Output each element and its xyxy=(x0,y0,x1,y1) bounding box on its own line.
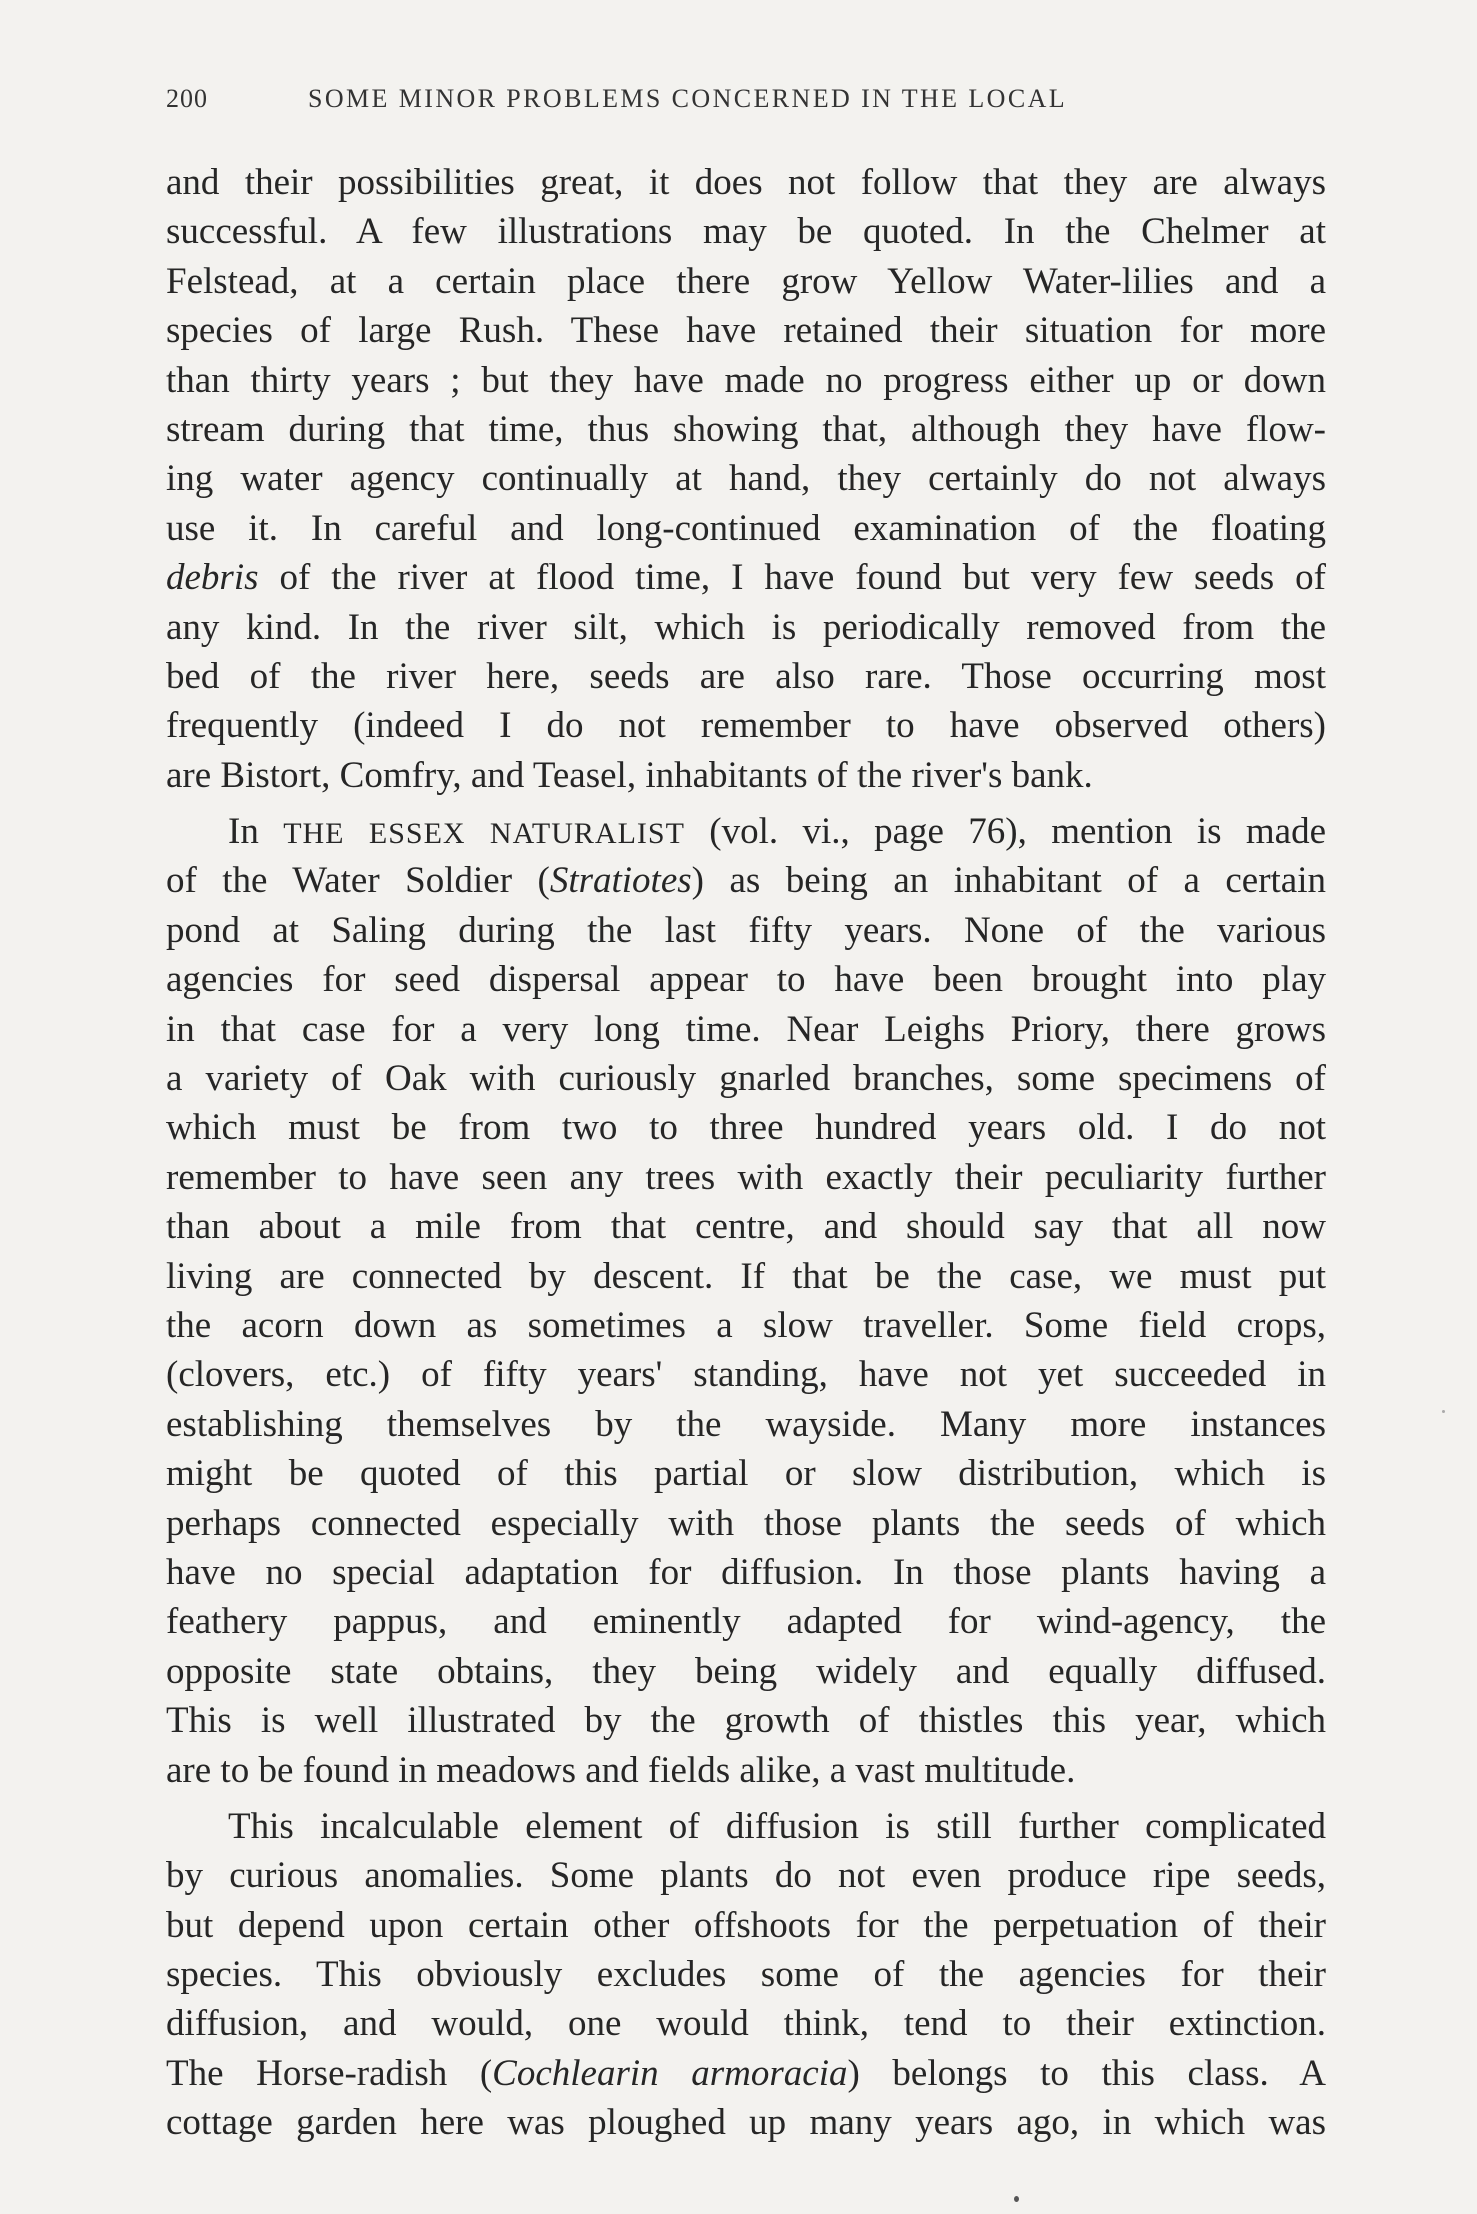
text-line: are to be found in meadows and fields alike, a vast multitude. xyxy=(166,1749,1076,1791)
page-number: 200 xyxy=(166,84,208,113)
text-line: the acorn down as sometimes a slow traveller. Some field crops, xyxy=(166,1304,1326,1346)
text-line: feathery pappus, and eminently adapted for wind-agency, the xyxy=(166,1601,1326,1643)
text-line: cottage garden here was ploughed up many years ago, in which was xyxy=(166,2102,1326,2144)
text-line-with-small-caps xyxy=(166,807,1326,856)
line-text: of the river at flood time, I have found but very few seeds of xyxy=(258,557,1326,599)
text-line-with-italic xyxy=(166,2049,1326,2098)
text-line: Felstead, at a certain place there grow Yellow Water-lilies and a xyxy=(166,260,1326,302)
text-line: perhaps connected especially with those plants the seeds of which xyxy=(166,1502,1326,1544)
small-caps-word: NATURALIST xyxy=(489,817,685,851)
text-line: than thirty years ; but they have made no progress either up or down xyxy=(166,359,1326,401)
paragraph-gap xyxy=(166,1795,1326,1802)
text-line: agencies for seed dispersal appear to have been brought into play xyxy=(166,959,1326,1001)
small-caps-word: ESSEX xyxy=(368,817,466,851)
line-text: ) as being an inhabitant of a certain xyxy=(691,860,1326,902)
running-title: SOME MINOR PROBLEMS CONCERNED IN THE LOCAL xyxy=(308,84,1068,113)
italic-term: Stratiotes xyxy=(549,860,692,902)
text-line: ing water agency continually at hand, they certainly do not always xyxy=(166,458,1326,500)
text-line: stream during that time, thus showing that, although they have flow- xyxy=(166,408,1326,450)
text-line: are Bistort, Comfry, and Teasel, inhabitants of the river's bank. xyxy=(166,754,1093,796)
text-line-with-italic xyxy=(166,553,1326,602)
text-line: diffusion, and would, one would think, tend to their extinction. xyxy=(166,2003,1326,2045)
text-line: by curious anomalies. Some plants do not even produce ripe seeds, xyxy=(166,1855,1326,1897)
text-line: which must be from two to three hundred years old. I do not xyxy=(166,1107,1326,1149)
paragraph-gap xyxy=(166,800,1326,807)
text-line: than about a mile from that centre, and should say that all now xyxy=(166,1206,1326,1248)
text-line: a variety of Oak with curiously gnarled branches, some specimens of xyxy=(166,1058,1326,1100)
text-line: species of large Rush. These have retained their situation for more xyxy=(166,310,1326,352)
text-line: any kind. In the river silt, which is periodically removed from the xyxy=(166,606,1326,648)
text-line: remember to have seen any trees with exactly their peculiarity further xyxy=(166,1156,1326,1198)
running-head xyxy=(166,84,1326,124)
ink-speck xyxy=(1014,2196,1019,2202)
line-text: ) belongs to this class. A xyxy=(847,2052,1326,2094)
text-line: opposite state obtains, they being widely and equally diffused. xyxy=(166,1650,1326,1692)
text-line: frequently (indeed I do not remember to have observed others) xyxy=(166,705,1326,747)
text-line: species. This obviously excludes some of the agencies for their xyxy=(166,1954,1326,1996)
paragraph-2 xyxy=(166,807,1326,1795)
text-line: in that case for a very long time. Near Leighs Priory, there grows xyxy=(166,1008,1326,1050)
line-text: (vol. vi., page 76), mention is made xyxy=(684,811,1326,853)
body-text xyxy=(166,158,1326,2148)
paragraph-3 xyxy=(166,1802,1326,2148)
text-line: but depend upon certain other offshoots for the perpetuation of their xyxy=(166,1904,1326,1946)
text-line: (clovers, etc.) of fifty years' standing, have not yet succeeded in xyxy=(166,1354,1326,1396)
small-caps-word: THE xyxy=(283,817,345,851)
text-line: This is well illustrated by the growth of thistles this year, which xyxy=(166,1700,1326,1742)
text-line: successful. A few illustrations may be quoted. In the Chelmer at xyxy=(166,211,1326,253)
text-line: use it. In careful and long-continued examination of the floating xyxy=(166,507,1326,549)
text-line: might be quoted of this partial or slow distribution, which is xyxy=(166,1453,1326,1495)
italic-term: debris xyxy=(166,557,259,599)
italic-term: Cochlearin armoracia xyxy=(492,2052,848,2094)
line-text: The Horse-radish ( xyxy=(166,2052,493,2094)
text-line: have no special adaptation for diffusion. In those plants having a xyxy=(166,1551,1326,1593)
text-line: bed of the river here, seeds are also rare. Those occurring most xyxy=(166,655,1326,697)
paragraph-1 xyxy=(166,158,1326,800)
line-text: In xyxy=(228,811,284,853)
text-line: pond at Saling during the last fifty years. None of the various xyxy=(166,909,1326,951)
text-line: and their possibilities great, it does not follow that they are always xyxy=(166,162,1326,203)
paper-speck xyxy=(1442,1410,1445,1413)
text-line: This incalculable element of diffusion is still further complicated xyxy=(228,1805,1326,1847)
text-line: living are connected by descent. If that be the case, we must put xyxy=(166,1255,1326,1297)
text-line-with-italic xyxy=(166,856,1326,905)
text-line: establishing themselves by the wayside. Many more instances xyxy=(166,1403,1326,1445)
line-text: of the Water Soldier ( xyxy=(166,860,550,902)
